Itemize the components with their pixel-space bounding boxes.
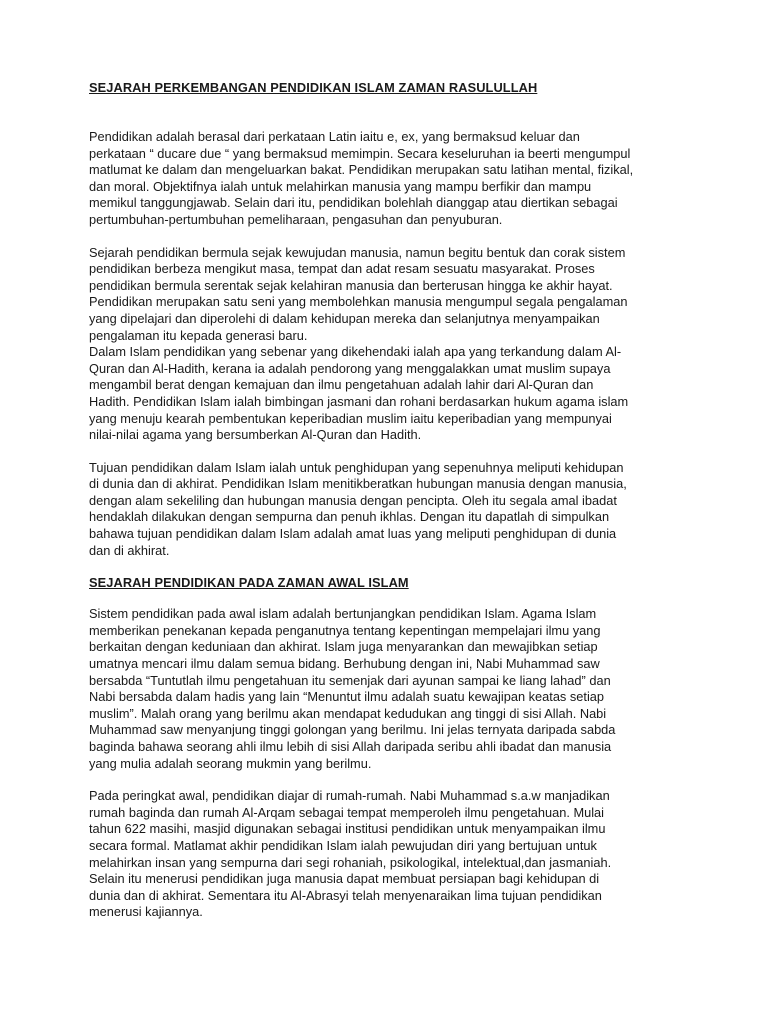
text-line: Selain itu menerusi pendidikan juga manusia dapat membuat persiapan bagi kehidupan di — [89, 871, 600, 887]
text-line: Pendidikan adalah berasal dari perkataan Latin iaitu e, ex, yang bermaksud keluar dan — [89, 129, 580, 144]
text-line: berkaitan dengan keduniaan dan akhirat. Islam juga menyarankan dan mewajibkan setiap — [89, 639, 598, 655]
text-line: dengan alam sekeliling dan hubungan manusia dengan pencipta. Oleh itu segala amal ibadat — [89, 492, 617, 508]
text-line: mengambil berat dengan kemajuan dan ilmu pengetahuan adalah lahir dari Al-Quran dan — [89, 377, 594, 393]
text-line: Sejarah pendidikan bermula sejak kewujudan manusia, namun begitu bentuk dan corak sistem — [89, 244, 626, 260]
section-heading-early-islam: SEJARAH PENDIDIKAN PADA ZAMAN AWAL ISLAM — [89, 575, 409, 591]
text-line: Tujuan pendidikan dalam Islam ialah untuk penghidupan yang sepenuhnya meliputi kehidupan — [89, 459, 624, 475]
text-line: nilai-nilai agama yang bersumberkan Al-Quran dan Hadith. — [89, 427, 422, 443]
text-line: menerusi kajiannya. — [89, 904, 203, 920]
text-line: pendidikan berbeza mengikut masa, tempat dan adat resam sesuatu masyarakat. Proses — [89, 261, 595, 277]
text-line: dan moral. Objektifnya ialah untuk melahirkan manusia yang mampu berfikir dan mampu — [89, 178, 592, 194]
document-page — [89, 80, 689, 921]
section-heading-rasulullah: SEJARAH PERKEMBANGAN PENDIDIKAN ISLAM ZAMAN RASULULLAH — [89, 80, 538, 95]
text-line: Sistem pendidikan pada awal islam adalah bertunjangkan pendidikan Islam. Agama Islam — [89, 606, 597, 622]
text-line: memikul tanggungjawab. Selain dari itu, pendidikan bolehlah dianggap atau diertikan sebagai — [89, 195, 618, 211]
text-line: yang mulia adalah seorang mukmin yang berilmu. — [89, 755, 372, 771]
text-line: Muhammad saw menyanjung tinggi golongan yang berilmu. Ini jelas ternyata daripada sabda — [89, 722, 616, 738]
text-line: Quran dan Al-Hadith, kerana ia adalah pendorong yang menggalakkan umat muslim supaya — [89, 360, 611, 376]
text-line: melahirkan insan yang sempurna dari segi rohaniah, psikologikal, intelektual,dan jasmaniah. — [89, 854, 612, 870]
text-line: pendidikan bermula serentak sejak kelahiran manusia dan berterusan hingga ke akhir hayat. — [89, 277, 613, 293]
text-line: hendaklah dilakukan dengan sempurna dan penuh ikhlas. Dengan itu dapatlah di simpulkan — [89, 509, 610, 525]
text-line: matlumat ke dalam dan mengeluarkan bakat. Pendidikan merupakan satu latihan mental, fizikal, — [89, 162, 634, 178]
text-line: muslim”. Malah orang yang berilmu akan mendapat kedudukan ang tinggi di sisi Allah. Nabi — [89, 705, 607, 721]
text-line: pengalaman itu kepada generasi baru. — [89, 327, 308, 343]
text-line: memberikan penekanan kepada penganutnya tentang kepentingan mempelajari ilmu yang — [89, 622, 601, 638]
text-line: Hadith. Pendidikan Islam ialah bimbingan jasmani dan rohani berdasarkan hukum agama islam — [89, 393, 629, 409]
paragraph-definition — [89, 129, 689, 229]
text-line: dan di akhirat. — [89, 542, 170, 558]
text-line: baginda bahawa seorang ahli ilmu lebih di sisi Allah daripada seribu ahli ibadat dan manusia — [89, 739, 612, 754]
text-line: dunia dan di akhirat. Sementara itu Al-Abrasyi telah menyenaraikan lima tujuan pendidikan — [89, 887, 602, 903]
text-line: bersabda “Tuntutlah ilmu pengetahuan itu semenjak dari ayunan sampai ke liang lahad” dan — [89, 672, 611, 688]
text-line: Pendidikan merupakan satu seni yang membolehkan manusia mengumpul segala pengalaman — [89, 294, 628, 310]
text-line: perkataan “ ducare due “ yang bermaksud memimpin. Secara keseluruhan ia beerti mengumpul — [89, 145, 631, 161]
text-line: rumah baginda dan rumah Al-Arqam sebagai tempat memperoleh ilmu pengetahuan. Mulai — [89, 804, 605, 820]
text-line: Dalam Islam pendidikan yang sebenar yang dikehendaki ialah apa yang terkandung dalam Al- — [89, 344, 622, 360]
text-line: Pada peringkat awal, pendidikan diajar di rumah-rumah. Nabi Muhammad s.a.w manjadikan — [89, 788, 610, 804]
text-line: bahawa tujuan pendidikan dalam Islam adalah amat luas yang meliputi penghidupan di dunia — [89, 526, 617, 542]
text-line: yang menuju kearah pembentukan keperibadian muslim iaitu keperibadian yang mempunyai — [89, 410, 612, 426]
paragraph-early-stage — [89, 788, 689, 921]
text-line: Nabi bersabda dalam hadis yang lain “Menuntut ilmu adalah suatu kewajipan keatas setiap — [89, 689, 605, 705]
text-line: umatnya mencari ilmu dalam semua bidang. Berhubung dengan ini, Nabi Muhammad saw — [89, 656, 600, 672]
text-line: secara formal. Matlamat akhir pendidikan Islam ialah pewujudan diri yang bertujuan untuk — [89, 837, 597, 853]
paragraph-history — [89, 245, 689, 345]
text-line: yang dipelajari dan diperolehi di dalam kehidupan mereka dan selanjutnya menyampaikan — [89, 310, 600, 326]
paragraph-purpose — [89, 460, 689, 560]
paragraph-early-system — [89, 606, 689, 772]
paragraph-islam-education — [89, 344, 689, 444]
text-line: pertumbuhan-pertumbuhan pemeliharaan, pengasuhan dan penyuburan. — [89, 211, 503, 227]
text-line: di dunia dan di akhirat. Pendidikan Islam menitikberatkan hubungan manusia dengan manusia, — [89, 476, 627, 492]
text-line: tahun 622 masihi, masjid digunakan sebagai institusi pendidikan untuk menyampaikan ilmu — [89, 821, 606, 837]
